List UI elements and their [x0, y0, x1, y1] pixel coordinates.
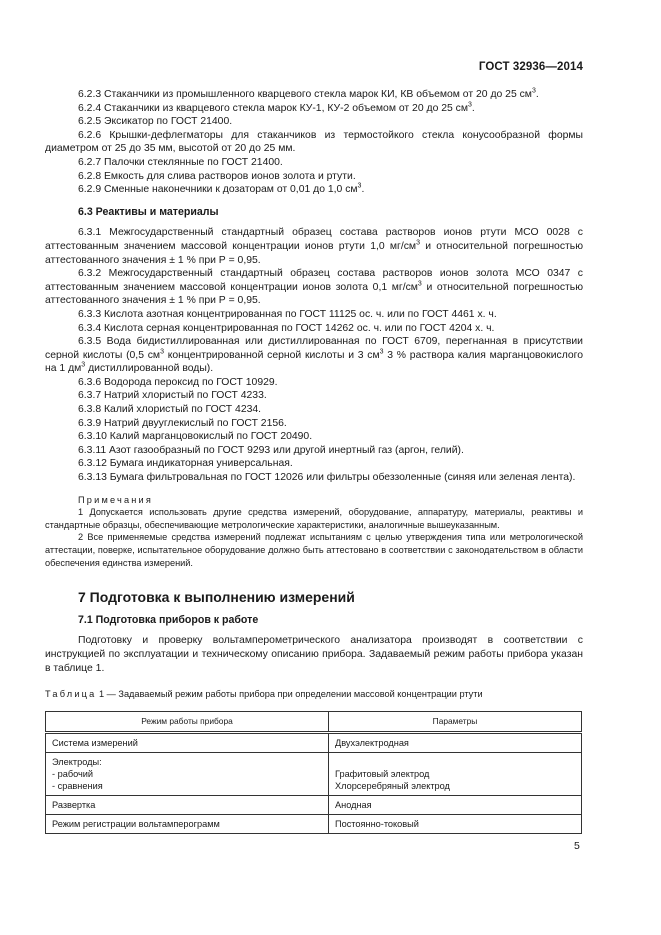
item-6-2-9: 6.2.9 Сменные наконечники к дозаторам от 0,01 до 1,0 $см^3$.	[78, 182, 365, 196]
table-label: Таблица	[45, 689, 97, 700]
cell-param: Двухэлектродная	[329, 732, 582, 752]
table-1-caption: Таблица 1 — Задаваемый режим работы прибора при определении массовой концентрации ртути	[45, 689, 483, 700]
header-mode: Режим работы прибора	[46, 711, 329, 732]
cell-mode: Электроды: - рабочий - сравнения	[46, 752, 329, 795]
item-6-3-1: 6.3.1 Межгосударственный стандартный образец состава растворов ионов ртути МСО 0028 с аттестованным значением массовой концентрации ионов ртути 1,0 $мг/см^3$ и относительной погрешностью аттестованного значения ± 1 % при Р = 0,95.	[45, 227, 583, 266]
page-content	[45, 88, 583, 834]
table-row	[46, 732, 582, 752]
item-6-3-4: 6.3.4 Кислота серная концентрированная по ГОСТ 14262 ос. ч. или по ГОСТ 4204 х. ч.	[78, 322, 495, 334]
item-6-2-5: 6.2.5 Эксикатор по ГОСТ 21400.	[78, 116, 233, 128]
standard-number-header: ГОСТ 32936—2014	[478, 61, 583, 73]
note-1: 1 Допускается использовать другие средства измерений, оборудование, аппаратуру, материалы, реактивы и стандартные образцы, обеспечивающие метрологические характеристики, аналогичные вышеуказанным.	[45, 507, 583, 530]
cell-mode: Режим регистрации вольтамперограмм	[46, 814, 329, 833]
page-number: 5	[574, 840, 580, 852]
item-6-2-8: 6.2.8 Емкость для слива растворов ионов золота и ртути.	[78, 170, 356, 182]
item-6-3-2: 6.3.2 Межгосударственный стандартный образец состава растворов ионов золота МСО 0347 с аттестованным значением массовой концентрации ионов золота 0,1 $мг/см^3$ и относительной погрешностью аттестованного значения ± 1 % при Р = 0,95.	[45, 268, 583, 307]
item-6-3-9: 6.3.9 Натрий двууглекислый по ГОСТ 2156.	[78, 417, 287, 429]
item-6-3-6: 6.3.6 Водорода пероксид по ГОСТ 10929.	[78, 376, 278, 388]
header-params: Параметры	[329, 711, 582, 732]
item-6-2-7: 6.2.7 Палочки стеклянные по ГОСТ 21400.	[78, 156, 283, 168]
table-1	[45, 711, 582, 834]
item-6-3-10: 6.3.10 Калий марганцовокислый по ГОСТ 20490.	[78, 431, 313, 443]
section-6-3-heading: 6.3 Реактивы и материалы	[78, 205, 219, 218]
item-6-2-4: 6.2.4 Стаканчики из кварцевого стекла марок КУ-1, КУ-2 объемом от 20 до 25 $см^3$.	[78, 101, 475, 114]
cell-param: Анодная	[329, 795, 582, 814]
item-6-3-13: 6.3.13 Бумага фильтровальная по ГОСТ 12026 или фильтры обеззоленные (синяя или зеленая лента).	[78, 472, 576, 484]
table-header-row	[46, 711, 582, 732]
item-6-2-6: 6.2.6 Крышки-дефлегматоры для стаканчиков из термостойкого стекла конусообразной формы диаметром от 25 до 35 мм, высотой от 20 до 25 мм.	[45, 129, 583, 155]
table-row	[46, 752, 582, 795]
cell-param: Постоянно-токовый	[329, 814, 582, 833]
item-6-3-3: 6.3.3 Кислота азотная концентрированная по ГОСТ 11125 ос. ч. или по ГОСТ 4461 х. ч.	[78, 308, 497, 320]
item-6-3-11: 6.3.11 Азот газообразный по ГОСТ 9293 или другой инертный газ (аргон, гелий).	[78, 444, 464, 456]
table-row	[46, 795, 582, 814]
item-6-3-5: 6.3.5 Вода бидистиллированная или дистиллированная по ГОСТ 6709, перегнанная в присутствии серной кислоты (0,5 $см^3$ концентрированной серной кислоты и 3 $см^3$ 3 % раствора калия марганцовокислого на 1 $дм^3$ дистиллированной воды).	[45, 336, 583, 375]
table-row	[46, 814, 582, 833]
notes-title: Примечания	[78, 494, 154, 505]
item-6-3-7: 6.3.7 Натрий хлористый по ГОСТ 4233.	[78, 390, 267, 402]
note-2: 2 Все применяемые средства измерений подлежат испытаниям с целью утверждения типа или метрологической аттестации, поверке, испытательное оборудование должно быть аттестовано в соответствии с законодательством в области обеспечения единства измерений.	[45, 532, 583, 568]
section-7-heading: 7 Подготовка к выполнению измерений	[78, 589, 355, 606]
section-7-1-paragraph: Подготовку и проверку вольтамперометрического анализатора производят в соответствии с инструкцией по эксплуатации и техническому описанию прибора. Задаваемый режим работы прибора указан в таблице 1.	[45, 635, 583, 674]
item-6-2-3: 6.2.3 Стаканчики из промышленного кварцевого стекла марок КИ, КВ объемом от 20 до 25 $см^3$.	[78, 87, 539, 100]
cell-param: Графитовый электрод Хлорсеребряный электрод	[329, 752, 582, 795]
notes-block	[45, 494, 583, 570]
cell-mode: Развертка	[46, 795, 329, 814]
item-6-3-12: 6.3.12 Бумага индикаторная универсальная.	[78, 458, 293, 470]
item-6-3-8: 6.3.8 Калий хлористый по ГОСТ 4234.	[78, 404, 262, 416]
cell-mode: Система измерений	[46, 732, 329, 752]
section-7-1-heading: 7.1 Подготовка приборов к работе	[78, 613, 259, 626]
